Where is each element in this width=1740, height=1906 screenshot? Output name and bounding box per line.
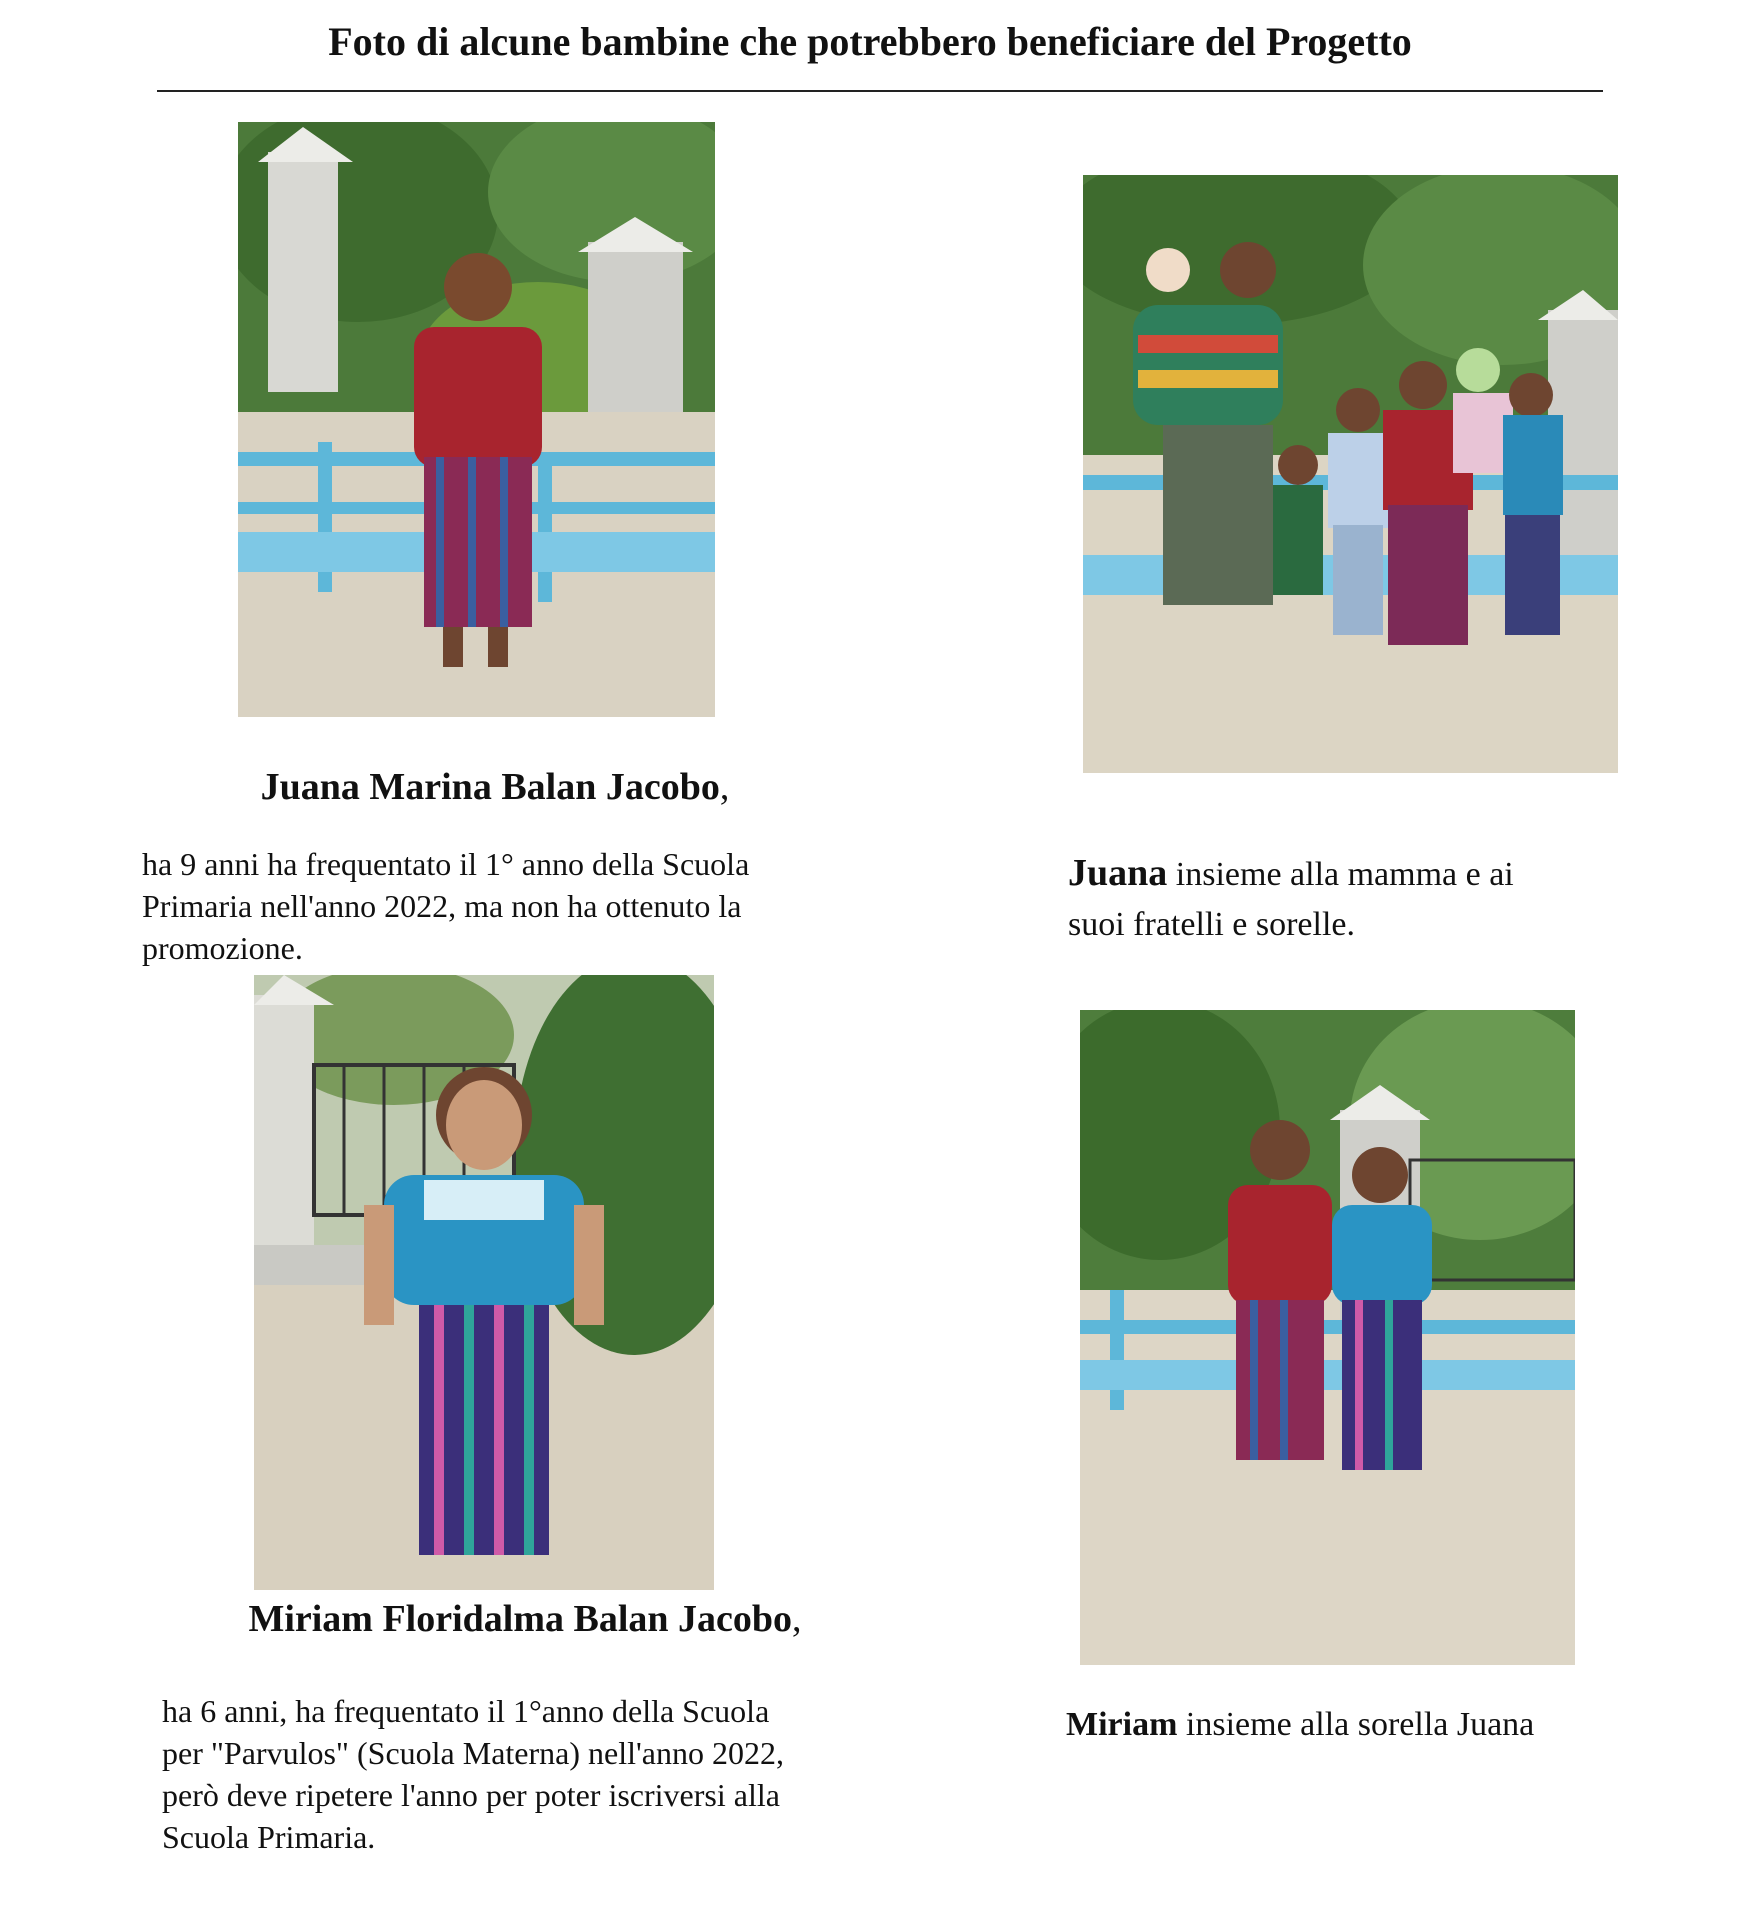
photo-juana-family [1083, 175, 1618, 773]
miriam-description-line: per "Parvulos" (Scuola Materna) nell'anno 2022, [162, 1735, 784, 1771]
child-name-juana-suffix: , [719, 766, 730, 808]
juana-description-line: promozione. [142, 930, 303, 966]
child-name-juana [150, 765, 840, 809]
photo-juana [238, 122, 715, 717]
child-name-juana-text: Juana Marina Balan Jacobo [260, 766, 720, 808]
child-name-miriam-text: Miriam Floridalma Balan Jacobo [248, 1598, 793, 1640]
juana-description-line: Primaria nell'anno 2022, ma non ha ottenuto la [142, 888, 742, 924]
juana-description-line: ha 9 anni ha frequentato il 1° anno della Scuola [142, 846, 750, 882]
page-title: Foto di alcune bambine che potrebbero beneficiare del Progetto [328, 19, 1412, 64]
miriam-description [162, 1690, 894, 1858]
sisters-caption-rest: insieme alla sorella Juana [1177, 1706, 1535, 1743]
family-caption-rest: insieme alla mamma e ai [1167, 856, 1514, 893]
sisters-caption [1066, 1703, 1626, 1747]
miriam-description-line: Scuola Primaria. [162, 1819, 376, 1855]
child-name-miriam-suffix: , [792, 1598, 802, 1640]
title-divider [157, 90, 1603, 92]
sisters-caption-bold: Miriam [1066, 1706, 1178, 1743]
miriam-description-line: però deve ripetere l'anno per poter iscriversi alla [162, 1777, 780, 1813]
juana-description [142, 843, 828, 969]
child-name-miriam [150, 1597, 900, 1641]
family-caption [1068, 848, 1628, 950]
photo-miriam [254, 975, 714, 1590]
family-caption-line [1068, 848, 1628, 900]
family-caption-line: suoi fratelli e sorelle. [1068, 906, 1356, 943]
family-caption-bold: Juana [1068, 852, 1168, 894]
photo-miriam-juana [1080, 1010, 1575, 1665]
miriam-description-line: ha 6 anni, ha frequentato il 1°anno della Scuola [162, 1693, 770, 1729]
